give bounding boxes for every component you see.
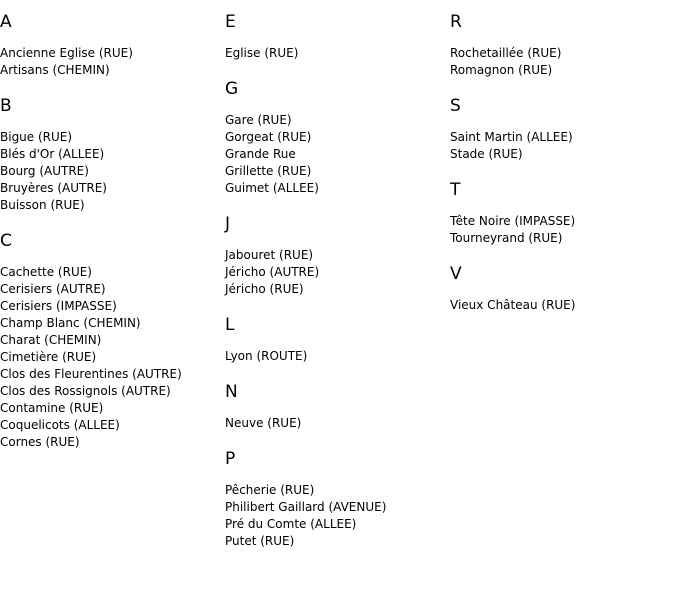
letter-group-v [450,264,675,314]
letter-group-b [0,96,225,214]
letter-heading: E [225,12,236,32]
street-link[interactable]: Cornes (RUE) [0,435,80,449]
street-link[interactable]: Grande Rue [225,147,296,161]
street-link[interactable]: Eglise (RUE) [225,46,299,60]
street-link[interactable]: Romagnon (RUE) [450,63,553,77]
street-link[interactable]: Clos des Rossignols (AUTRE) [0,384,171,398]
street-list [0,45,225,79]
street-link[interactable]: Rochetaillée (RUE) [450,46,562,60]
street-link[interactable]: Cachette (RUE) [0,265,92,279]
street-column-2 [225,12,450,567]
street-link[interactable]: Guimet (ALLEE) [225,181,319,195]
street-link[interactable]: Contamine (RUE) [0,401,104,415]
letter-group-j [225,214,450,298]
letter-heading: S [450,96,461,116]
street-list [225,482,450,550]
letter-heading: V [450,264,462,284]
street-list [225,348,450,365]
letter-group-r [450,12,675,79]
street-link[interactable]: Pêcherie (RUE) [225,483,315,497]
letter-group-s [450,96,675,163]
street-link[interactable]: Saint Martin (ALLEE) [450,130,573,144]
street-list [450,213,675,247]
letter-group-p [225,449,450,550]
letter-heading: L [225,315,235,335]
letter-group-g [225,79,450,197]
street-link[interactable]: Clos des Fleurentines (AUTRE) [0,367,182,381]
street-link[interactable]: Champ Blanc (CHEMIN) [0,316,141,330]
street-link[interactable]: Tête Noire (IMPASSE) [450,214,576,228]
letter-heading: P [225,449,236,469]
street-link[interactable]: Philibert Gaillard (AVENUE) [225,500,387,514]
letter-group-n [225,382,450,432]
letter-heading: J [225,214,231,234]
street-link[interactable]: Vieux Château (RUE) [450,298,576,312]
letter-heading: G [225,79,239,99]
street-link[interactable]: Neuve (RUE) [225,416,302,430]
street-link[interactable]: Tourneyrand (RUE) [450,231,563,245]
street-link[interactable]: Jéricho (RUE) [225,282,304,296]
street-list [450,297,675,314]
street-link[interactable]: Putet (RUE) [225,534,295,548]
street-link[interactable]: Gorgeat (RUE) [225,130,312,144]
letter-heading: R [450,12,462,32]
street-link[interactable]: Cerisiers (AUTRE) [0,282,106,296]
street-link[interactable]: Artisans (CHEMIN) [0,63,110,77]
letter-heading: A [0,12,12,32]
street-column-3 [450,12,675,331]
street-list [225,247,450,298]
letter-heading: C [0,231,12,251]
letter-heading: N [225,382,238,402]
street-link[interactable]: Cimetière (RUE) [0,350,97,364]
street-link[interactable]: Ancienne Eglise (RUE) [0,46,133,60]
street-list [225,415,450,432]
street-list [225,45,450,62]
street-link[interactable]: Bruyères (AUTRE) [0,181,107,195]
letter-group-l [225,315,450,365]
street-link[interactable]: Jéricho (AUTRE) [225,265,320,279]
street-link[interactable]: Buisson (RUE) [0,198,85,212]
letter-group-a [0,12,225,79]
street-link[interactable]: Pré du Comte (ALLEE) [225,517,357,531]
street-list [0,129,225,214]
street-link[interactable]: Lyon (ROUTE) [225,349,308,363]
street-list [225,112,450,197]
street-column-1 [0,12,225,468]
street-link[interactable]: Stade (RUE) [450,147,523,161]
letter-group-t [450,180,675,247]
street-link[interactable]: Blés d'Or (ALLEE) [0,147,105,161]
street-link[interactable]: Charat (CHEMIN) [0,333,102,347]
street-link[interactable]: Jabouret (RUE) [225,248,314,262]
street-link[interactable]: Coquelicots (ALLEE) [0,418,120,432]
letter-group-c [0,231,225,451]
street-link[interactable]: Grillette (RUE) [225,164,312,178]
street-link[interactable]: Bigue (RUE) [0,130,73,144]
street-list [450,129,675,163]
street-link[interactable]: Bourg (AUTRE) [0,164,89,178]
letter-group-e [225,12,450,62]
letter-heading: B [0,96,12,116]
letter-heading: T [450,180,461,200]
street-list [450,45,675,79]
street-link[interactable]: Cerisiers (IMPASSE) [0,299,117,313]
street-link[interactable]: Gare (RUE) [225,113,292,127]
street-list [0,264,225,451]
